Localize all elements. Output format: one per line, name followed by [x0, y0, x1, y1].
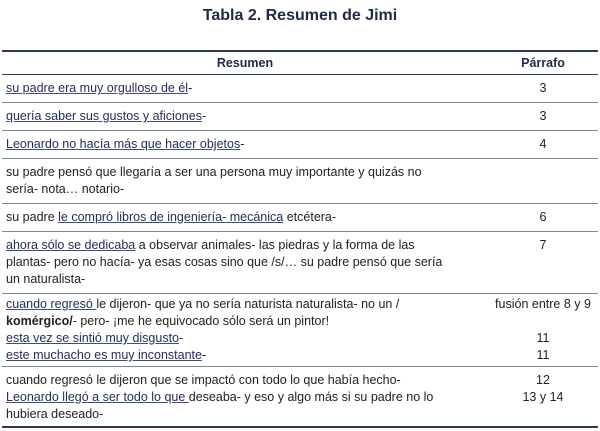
table-body [2, 75, 598, 428]
row-line [2, 254, 598, 271]
paragraph-cell: 13 y 14 [522, 390, 564, 404]
underlined-text: este muchacho es muy inconstante [6, 348, 202, 362]
row-line [2, 313, 598, 330]
summary-text: - pero- ¡me he equivocado sólo será un pintor! [72, 314, 330, 328]
paragraph-cell: 11 [536, 348, 550, 362]
table-header [2, 50, 598, 75]
row-line [2, 80, 598, 97]
summary-cell [2, 80, 488, 97]
table-row [2, 75, 598, 103]
table-row [2, 232, 598, 294]
underlined-text: cuando regresó [6, 297, 97, 311]
row-line [2, 181, 598, 198]
paragraph-cell: 12 [536, 373, 550, 387]
row-line [2, 237, 598, 254]
summary-cell [2, 181, 488, 198]
summary-cell [2, 271, 488, 288]
summary-text: hubiera deseado- [6, 407, 104, 421]
table-row [2, 367, 598, 428]
row-line [2, 136, 598, 153]
underlined-text: le compró libros de ingeniería- mecánica [58, 210, 284, 224]
summary-cell [2, 237, 488, 254]
row-line [2, 271, 598, 288]
summary-text: su padre pensó que llegaría a ser una persona muy importante y quizás no [6, 165, 422, 179]
table-row [2, 159, 598, 204]
summary-text: - [201, 348, 207, 362]
bold-text: komérgico/ [6, 314, 73, 328]
summary-text: - [188, 81, 193, 95]
row-line [2, 389, 598, 406]
table-row [2, 131, 598, 159]
summary-cell [2, 108, 488, 125]
summary-text: deseaba- y eso y algo más si su padre no lo [188, 390, 434, 404]
underlined-text: Leonardo no hacía más que hacer objetos [6, 137, 241, 151]
paragraph-cell: 4 [539, 137, 547, 151]
summary-text: le dijeron- que ya no sería naturista naturalista- no un / [96, 297, 400, 311]
underlined-text: quería saber sus gustos y aficiones [6, 109, 202, 123]
summary-cell [2, 136, 488, 153]
paragraph-cell: 3 [539, 109, 547, 123]
summary-cell [2, 406, 488, 423]
row-line [2, 347, 598, 364]
paragraph-cell: 7 [539, 238, 547, 252]
summary-table [2, 50, 598, 428]
summary-text: - [240, 137, 245, 151]
summary-text: cuando regresó le dijeron que se impactó con todo lo que había hecho- [6, 373, 401, 387]
paragraph-cell: 11 [536, 331, 550, 345]
summary-text: plantas- pero no hacía- ya esas cosas sino que /s/… su padre pensó que sería [6, 255, 443, 269]
paragraph-cell: fusión entre 8 y 9 [495, 297, 591, 311]
summary-cell [2, 347, 488, 364]
underlined-text: su padre era muy orgulloso de él [6, 81, 189, 95]
paragraph-cell: 6 [539, 210, 547, 224]
summary-cell [2, 330, 488, 347]
summary-text: sería- nota… notario- [6, 182, 125, 196]
summary-text: su padre [6, 210, 59, 224]
summary-cell [2, 254, 488, 271]
table-row [2, 294, 598, 367]
summary-cell [2, 372, 488, 389]
table-row [2, 204, 598, 232]
summary-cell [2, 164, 488, 181]
row-line [2, 108, 598, 125]
summary-text: a observar animales- las piedras y la forma de las [135, 238, 415, 252]
table-row [2, 103, 598, 131]
row-line [2, 330, 598, 347]
summary-cell [2, 209, 488, 226]
row-line [2, 406, 598, 423]
summary-cell [2, 313, 488, 330]
summary-cell [2, 389, 488, 406]
summary-text: - [179, 331, 184, 345]
table-title: Tabla 2. Resumen de Jimi [202, 7, 398, 24]
underlined-text: esta vez se sintió muy disgusto [6, 331, 179, 345]
underlined-text: ahora sólo se dedicaba [6, 238, 136, 252]
header-paragraph: Párrafo [521, 55, 565, 70]
paragraph-cell: 3 [539, 81, 547, 95]
underlined-text: Leonardo llegó a ser todo lo que [6, 390, 189, 404]
summary-text: un naturalista- [6, 272, 86, 286]
row-line [2, 296, 598, 313]
summary-text: - [201, 109, 207, 123]
summary-text: etcétera- [283, 210, 337, 224]
row-line [2, 372, 598, 389]
header-summary: Resumen [216, 55, 274, 70]
row-line [2, 209, 598, 226]
row-line [2, 164, 598, 181]
summary-cell [2, 296, 488, 313]
